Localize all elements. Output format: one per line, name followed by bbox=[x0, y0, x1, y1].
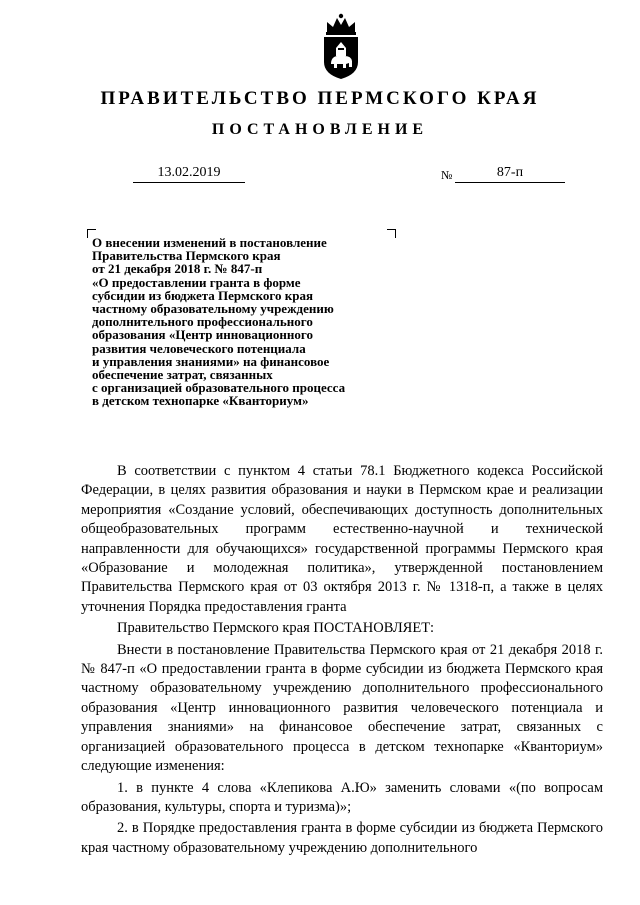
subject-line: О внесении изменений в постановление bbox=[92, 235, 327, 250]
subject-line: дополнительного профессионального bbox=[92, 314, 313, 330]
subject-line: субсидии из бюджета Пермского края bbox=[92, 287, 313, 303]
subject-line: и управления знаниями» на финансовое bbox=[92, 353, 330, 369]
government-title: ПРАВИТЕЛЬСТВО ПЕРМСКОГО КРАЯ bbox=[100, 88, 540, 109]
subject-line: развития человеческого потенциала bbox=[92, 340, 306, 356]
subject-line: в детском технопарке «Кванториум» bbox=[92, 393, 309, 409]
document-subject bbox=[92, 236, 392, 408]
document-date: 13.02.2019 bbox=[133, 164, 245, 183]
perm-krai-coat-of-arms-icon bbox=[321, 12, 361, 80]
number-sign: № bbox=[441, 168, 453, 182]
subject-line: Правительства Пермского края bbox=[92, 248, 281, 264]
document-number: 87-п bbox=[455, 164, 565, 183]
subject-line: «О предоставлении гранта в форме bbox=[92, 274, 301, 290]
body-paragraph-preamble: В соответствии с пунктом 4 статьи 78.1 Бюджетного кодекса Российской Федерации, в целях развития образования и науки в Пермском крае и реализации мероприятия «Создание условий, обеспечивающих доступность дополнительных общеобразовательных программ естественно-научной и технической направленности для обучающихся» государственной программы Пермского края «Образование и молодежная политика», утвержденной постановлением Правительства Пермского края от 03 октября 2013 г. № 1318-п, а также в целях уточнения Порядка предоставления гранта bbox=[81, 463, 603, 615]
subject-line: от 21 декабря 2018 г. № 847-п bbox=[92, 261, 263, 277]
body-paragraph-item-2: 2. в Порядке предоставления гранта в форме субсидии из бюджета Пермского края частному образовательному учреждению дополнительного bbox=[81, 820, 603, 856]
body-paragraph-amend: Внести в постановление Правительства Пермского края от 21 декабря 2018 г. № 847-п «О предоставлении гранта в форме субсидии из бюджета Пермского края частному образовательному учреждению дополнительного профессионального образования «Центр инновационного развития человеческого потенциала и управления знаниями» на финансовое обеспечение затрат, связанных с организацией образовательного процесса в детском технопарке «Кванториум» следующие изменения: bbox=[81, 641, 603, 775]
subject-line: обеспечение затрат, связанных bbox=[92, 367, 273, 383]
subject-line: частному образовательному учреждению bbox=[92, 301, 334, 317]
body-paragraph-item-1: 1. в пункте 4 слова «Клепикова А.Ю» заменить словами «(по вопросам образования, культуры, спорта и туризма)»; bbox=[81, 779, 603, 815]
body-paragraph-resolves: Правительство Пермского края ПОСТАНОВЛЯЕТ: bbox=[117, 620, 435, 637]
subject-line: с организацией образовательного процесса bbox=[92, 380, 346, 396]
document-type-title: ПОСТАНОВЛЕНИЕ bbox=[211, 121, 429, 138]
subject-line: образования «Центр инновационного bbox=[92, 327, 313, 343]
document-body bbox=[81, 462, 603, 858]
